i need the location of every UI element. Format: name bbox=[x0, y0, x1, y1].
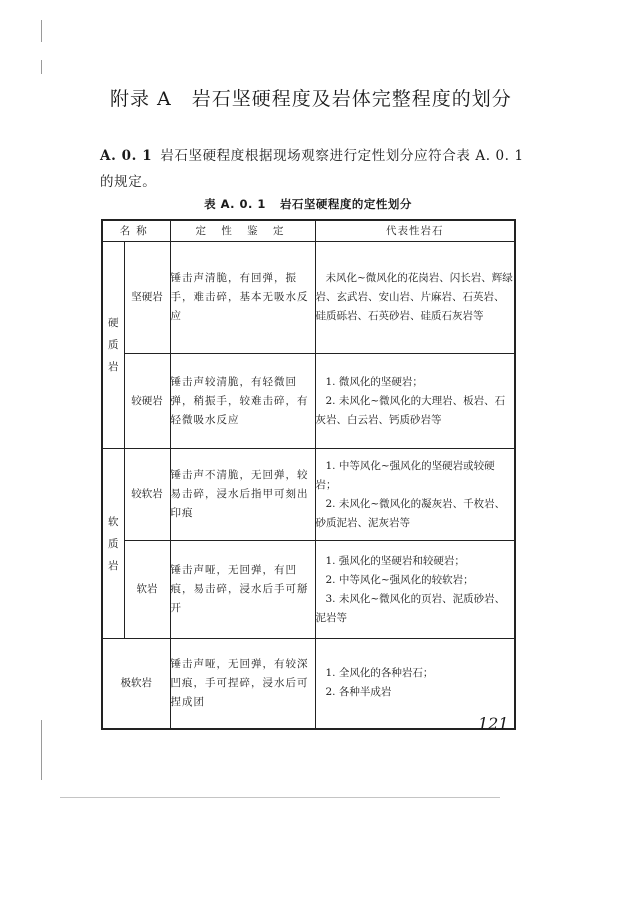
representative-line: 1. 微风化的坚硬岩； bbox=[325, 375, 423, 388]
rock-hardness-table bbox=[101, 219, 516, 730]
group-label: 软质岩 bbox=[108, 515, 119, 572]
table-caption-text: 岩石坚硬程度的定性划分 bbox=[279, 197, 412, 211]
representative-line: 1. 强风化的坚硬岩和较硬岩； bbox=[325, 554, 465, 567]
scan-margin-mark bbox=[41, 20, 42, 42]
header-identification: 定 性 鉴 定 bbox=[170, 220, 315, 242]
rock-representative bbox=[315, 541, 515, 639]
representative-line: 2. 各种半成岩 bbox=[325, 686, 392, 699]
clause-text: 岩石坚硬程度根据现场观察进行定性划分应符合表 A. 0. 1 的规定。 bbox=[100, 148, 524, 190]
group-cell-soft bbox=[102, 449, 124, 639]
group-cell-hard bbox=[102, 242, 124, 449]
clause-number: A. 0. 1 bbox=[100, 148, 153, 164]
table-row bbox=[102, 449, 515, 541]
rock-representative bbox=[315, 242, 515, 354]
scan-margin-mark bbox=[41, 720, 42, 780]
table-row bbox=[102, 242, 515, 354]
rock-identification: 锤击声清脆，有回弹，振手，难击碎，基本无吸水反应 bbox=[170, 242, 315, 354]
table-row bbox=[102, 639, 515, 729]
rock-representative bbox=[315, 449, 515, 541]
table-caption-code: 表 A. 0. 1 bbox=[204, 197, 266, 211]
representative-line: 3. 未风化~微风化的页岩、泥质砂岩、泥岩等 bbox=[315, 592, 506, 624]
appendix-title: 附录 A 岩石坚硬程度及岩体完整程度的划分 bbox=[110, 88, 512, 110]
group-label: 硬质岩 bbox=[108, 317, 119, 373]
table-header-row bbox=[102, 220, 515, 242]
representative-line: 2. 中等风化~强风化的较软岩； bbox=[325, 573, 474, 586]
header-name: 名称 bbox=[102, 220, 170, 242]
table-row bbox=[102, 354, 515, 449]
rock-name: 坚硬岩 bbox=[124, 242, 170, 354]
representative-line: 未风化~微风化的花岗岩、闪长岩、辉绿岩、玄武岩、安山岩、片麻岩、石英岩、硅质砾岩、石英砂岩、硅质石灰岩等 bbox=[315, 272, 513, 322]
scan-margin-mark bbox=[41, 60, 42, 74]
rock-name: 软岩 bbox=[124, 541, 170, 639]
rock-identification: 锤击声较清脆，有轻微回弹，稍振手，较难击碎，有轻微吸水反应 bbox=[170, 354, 315, 449]
clause-a01 bbox=[100, 143, 530, 195]
scan-bottom-edge bbox=[60, 797, 500, 798]
rock-identification: 锤击声哑，无回弹，有较深凹痕，手可捏碎，浸水后可捏成团 bbox=[170, 639, 315, 729]
rock-name: 较软岩 bbox=[124, 449, 170, 541]
rock-name: 较硬岩 bbox=[124, 354, 170, 449]
representative-line: 1. 全风化的各种岩石； bbox=[325, 667, 434, 680]
representative-line: 2. 未风化~微风化的大理岩、板岩、石灰岩、白云岩、钙质砂岩等 bbox=[315, 394, 506, 426]
representative-line: 2. 未风化~微风化的凝灰岩、千枚岩、砂质泥岩、泥灰岩等 bbox=[315, 497, 506, 529]
rock-identification: 锤击声不清脆，无回弹，较易击碎，浸水后指甲可刻出印痕 bbox=[170, 449, 315, 541]
rock-identification: 锤击声哑，无回弹，有凹痕，易击碎，浸水后手可掰开 bbox=[170, 541, 315, 639]
rock-name: 极软岩 bbox=[102, 639, 170, 729]
table-row bbox=[102, 541, 515, 639]
table-caption bbox=[100, 196, 516, 212]
page-number: 121 bbox=[478, 714, 509, 733]
representative-line: 1. 中等风化~强风化的坚硬岩或较硬岩； bbox=[315, 459, 495, 491]
header-representative: 代表性岩石 bbox=[315, 220, 515, 242]
rock-representative bbox=[315, 354, 515, 449]
